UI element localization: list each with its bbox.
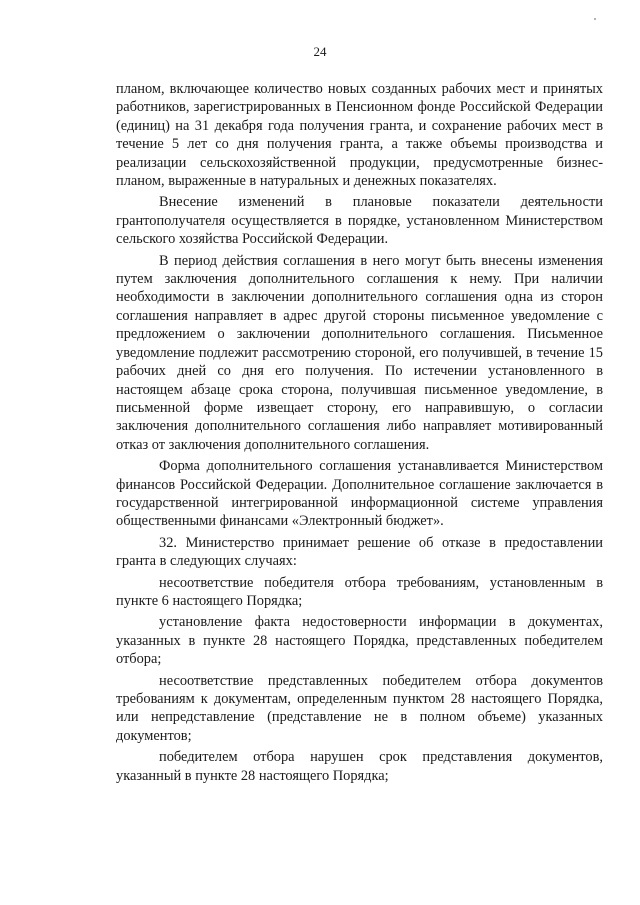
paragraph-continuation: планом, включающее количество новых созданных рабочих мест и принятых работников, зарегистрированных в Пенсионном фонде Российской Федерации (единиц) на 31 декабря года получения гранта, и сохранение рабочих мест в течение 5 лет со дня получения гранта, а также объемы производства и реализации сельскохозяйственной продукции, предусмотренные бизнес-планом, выраженные в натуральных и денежных показателях. [116, 81, 603, 190]
paragraph-agreement-form: Форма дополнительного соглашения устанавливается Министерством финансов Российской Федерации. Дополнительное соглашение заключается в государственной интегрированной информационной системе управления общественными финансами «Электронный бюджет». [116, 458, 603, 530]
list-item-refusal-reason: несоответствие победителя отбора требованиям, установленным в пункте 6 настоящего Порядка; [116, 574, 603, 609]
page-number: 24 [313, 44, 327, 59]
document-body [116, 80, 603, 788]
list-item-refusal-reason: установление факта недостоверности информации в документах, указанных в пункте 28 настоящего Порядка, представленных победителем отбора; [116, 614, 603, 668]
list-item-refusal-reason: несоответствие представленных победителем отбора документов требованиям к документам, определенным пунктом 28 настоящего Порядка, или непредставление (представление не в полном объеме) указанных документов; [116, 672, 603, 744]
paragraph-clause-32: 32. Министерство принимает решение об отказе в предоставлении гранта в следующих случаях: [116, 534, 603, 570]
paragraph-plan-changes: Внесение изменений в плановые показатели деятельности грантополучателя осуществляется в порядке, установленном Министерством сельского хозяйства Российской Федерации. [116, 194, 603, 248]
list-item-refusal-reason: победителем отбора нарушен срок представления документов, указанный в пункте 28 настоящего Порядка; [116, 749, 603, 784]
scan-dot-mark [594, 18, 596, 20]
paragraph-additional-agreement: В период действия соглашения в него могут быть внесены изменения путем заключения дополнительного соглашения к нему. При наличии необходимости в заключении дополнительного соглашения одна из сторон соглашения направляет в адрес другой стороны письменное уведомление с предложением о заключении дополнительного соглашения. Письменное уведомление подлежит рассмотрению стороной, его получившей, в течение 15 рабочих дней со дня его получения. По истечении установленного в настоящем абзаце срока сторона, получившая письменное уведомление, в письменной форме извещает сторону, его направившую, о согласии заключения дополнительного соглашения либо направляет мотивированный отказ от заключения дополнительного соглашения. [116, 252, 603, 453]
